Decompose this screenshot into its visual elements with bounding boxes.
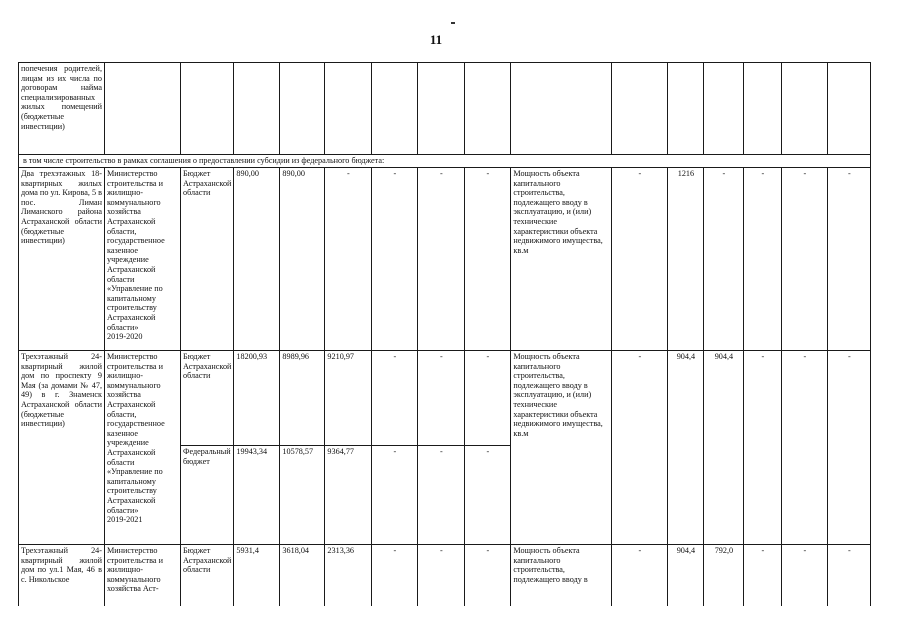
empty-cell xyxy=(234,63,280,155)
scan-speck xyxy=(451,22,455,24)
page-bottom-margin xyxy=(18,606,878,640)
empty-cell xyxy=(105,63,181,155)
empty-cell xyxy=(181,63,234,155)
amount-cell: 18200,93 xyxy=(234,351,280,446)
amount-cell: 3618,04 xyxy=(280,545,325,615)
section-subheader-row xyxy=(19,155,871,168)
indicator-value-cell: - xyxy=(704,168,744,351)
object-name-cell: Трехэтажный 24-квартирный жилой дом по проспекту 9 Мая (за домами № 47, 49) в г. Знаменск Астраханской области (бюджетные инвестиции) xyxy=(19,351,105,545)
budget-table xyxy=(18,62,871,615)
indicator-value-cell: 1216 xyxy=(668,168,704,351)
empty-cell xyxy=(418,63,465,155)
indicator-value-cell: 904,4 xyxy=(704,351,744,545)
object-name-cell: Трехэтажный 24-квартирный жилой дом по ул.1 Мая, 46 в с. Никольское xyxy=(19,545,105,615)
amount-cell: 9210,97 xyxy=(325,351,372,446)
funding-source-cell: Бюджет Астраханской области xyxy=(181,351,234,446)
indicator-value-cell: - xyxy=(612,351,668,545)
empty-cell xyxy=(668,63,704,155)
object-name-cell: попечения родителей, лицам из их числа по договорам найма специализированных жилых помещений (бюджетные инвестиции) xyxy=(19,63,105,155)
page-number: 11 xyxy=(429,32,443,47)
amount-cell: 2313,36 xyxy=(325,545,372,615)
indicator-value-cell: 904,4 xyxy=(668,351,704,545)
indicator-cell: Мощность объекта капитального строительства, подлежащего вводу в эксплуатацию, и (или) технические характеристики объекта недвижимого имущества, кв.м xyxy=(511,168,612,351)
indicator-value-cell: - xyxy=(612,545,668,615)
object-name-cell: Два трехэтажных 18-квартирных жилых дома по ул. Кирова, 5 в пос. Лиман Лиманского района Астраханской области (бюджетные инвестиции) xyxy=(19,168,105,351)
empty-cell xyxy=(372,63,418,155)
amount-cell: - xyxy=(372,351,418,446)
table-row xyxy=(19,63,871,155)
executor-cell: Министерство строительства и жилищно-коммунального хозяйства Аст- xyxy=(105,545,181,615)
indicator-value-cell: - xyxy=(828,545,871,615)
indicator-value-cell: - xyxy=(782,545,828,615)
indicator-value-cell: - xyxy=(828,168,871,351)
amount-cell: - xyxy=(372,446,418,545)
amount-cell: - xyxy=(418,168,465,351)
empty-cell xyxy=(280,63,325,155)
amount-cell: - xyxy=(418,545,465,615)
amount-cell: 9364,77 xyxy=(325,446,372,545)
amount-cell: - xyxy=(418,351,465,446)
indicator-value-cell: 792,0 xyxy=(704,545,744,615)
empty-cell xyxy=(511,63,612,155)
table-row xyxy=(19,351,871,446)
amount-cell: 19943,34 xyxy=(234,446,280,545)
amount-cell: - xyxy=(418,446,465,545)
indicator-value-cell: 904,4 xyxy=(668,545,704,615)
indicator-cell: Мощность объекта капитального строительства, подлежащего вводу в xyxy=(511,545,612,615)
funding-source-cell: Федеральный бюджет xyxy=(181,446,234,545)
indicator-value-cell: - xyxy=(828,351,871,545)
indicator-value-cell: - xyxy=(744,351,782,545)
executor-cell: Министерство строительства и жилищно-коммунального хозяйства Астраханской области, государственное казенное учреждение Астраханской области «Управление по капитальному строительству Астраханской области» 2019-2021 xyxy=(105,351,181,545)
indicator-value-cell: - xyxy=(744,545,782,615)
indicator-value-cell: - xyxy=(782,351,828,545)
amount-cell: - xyxy=(465,351,511,446)
amount-cell: 890,00 xyxy=(234,168,280,351)
funding-source-cell: Бюджет Астраханской области xyxy=(181,545,234,615)
amount-cell: - xyxy=(325,168,372,351)
amount-cell: - xyxy=(372,545,418,615)
amount-cell: - xyxy=(372,168,418,351)
indicator-value-cell: - xyxy=(782,168,828,351)
table-row xyxy=(19,545,871,615)
table-row xyxy=(19,168,871,351)
empty-cell xyxy=(465,63,511,155)
indicator-value-cell: - xyxy=(612,168,668,351)
empty-cell xyxy=(704,63,744,155)
amount-cell: 890,00 xyxy=(280,168,325,351)
indicator-value-cell: - xyxy=(744,168,782,351)
indicator-cell: Мощность объекта капитального строительства, подлежащего вводу в эксплуатацию, и (или) технические характеристики объекта недвижимого имущества, кв.м xyxy=(511,351,612,545)
executor-cell: Министерство строительства и жилищно-коммунального хозяйства Астраханской области, государственное казенное учреждение Астраханской области «Управление по капитальному строительству Астраханской области» 2019-2020 xyxy=(105,168,181,351)
amount-cell: - xyxy=(465,545,511,615)
amount-cell: - xyxy=(465,446,511,545)
funding-source-cell: Бюджет Астраханской области xyxy=(181,168,234,351)
empty-cell xyxy=(325,63,372,155)
empty-cell xyxy=(828,63,871,155)
amount-cell: 8989,96 xyxy=(280,351,325,446)
amount-cell: 10578,57 xyxy=(280,446,325,545)
amount-cell: 5931,4 xyxy=(234,545,280,615)
empty-cell xyxy=(782,63,828,155)
empty-cell xyxy=(612,63,668,155)
section-subheader: в том числе строительство в рамках соглашения о предоставлении субсидии из федерального бюджета: xyxy=(19,155,871,168)
amount-cell: - xyxy=(465,168,511,351)
empty-cell xyxy=(744,63,782,155)
